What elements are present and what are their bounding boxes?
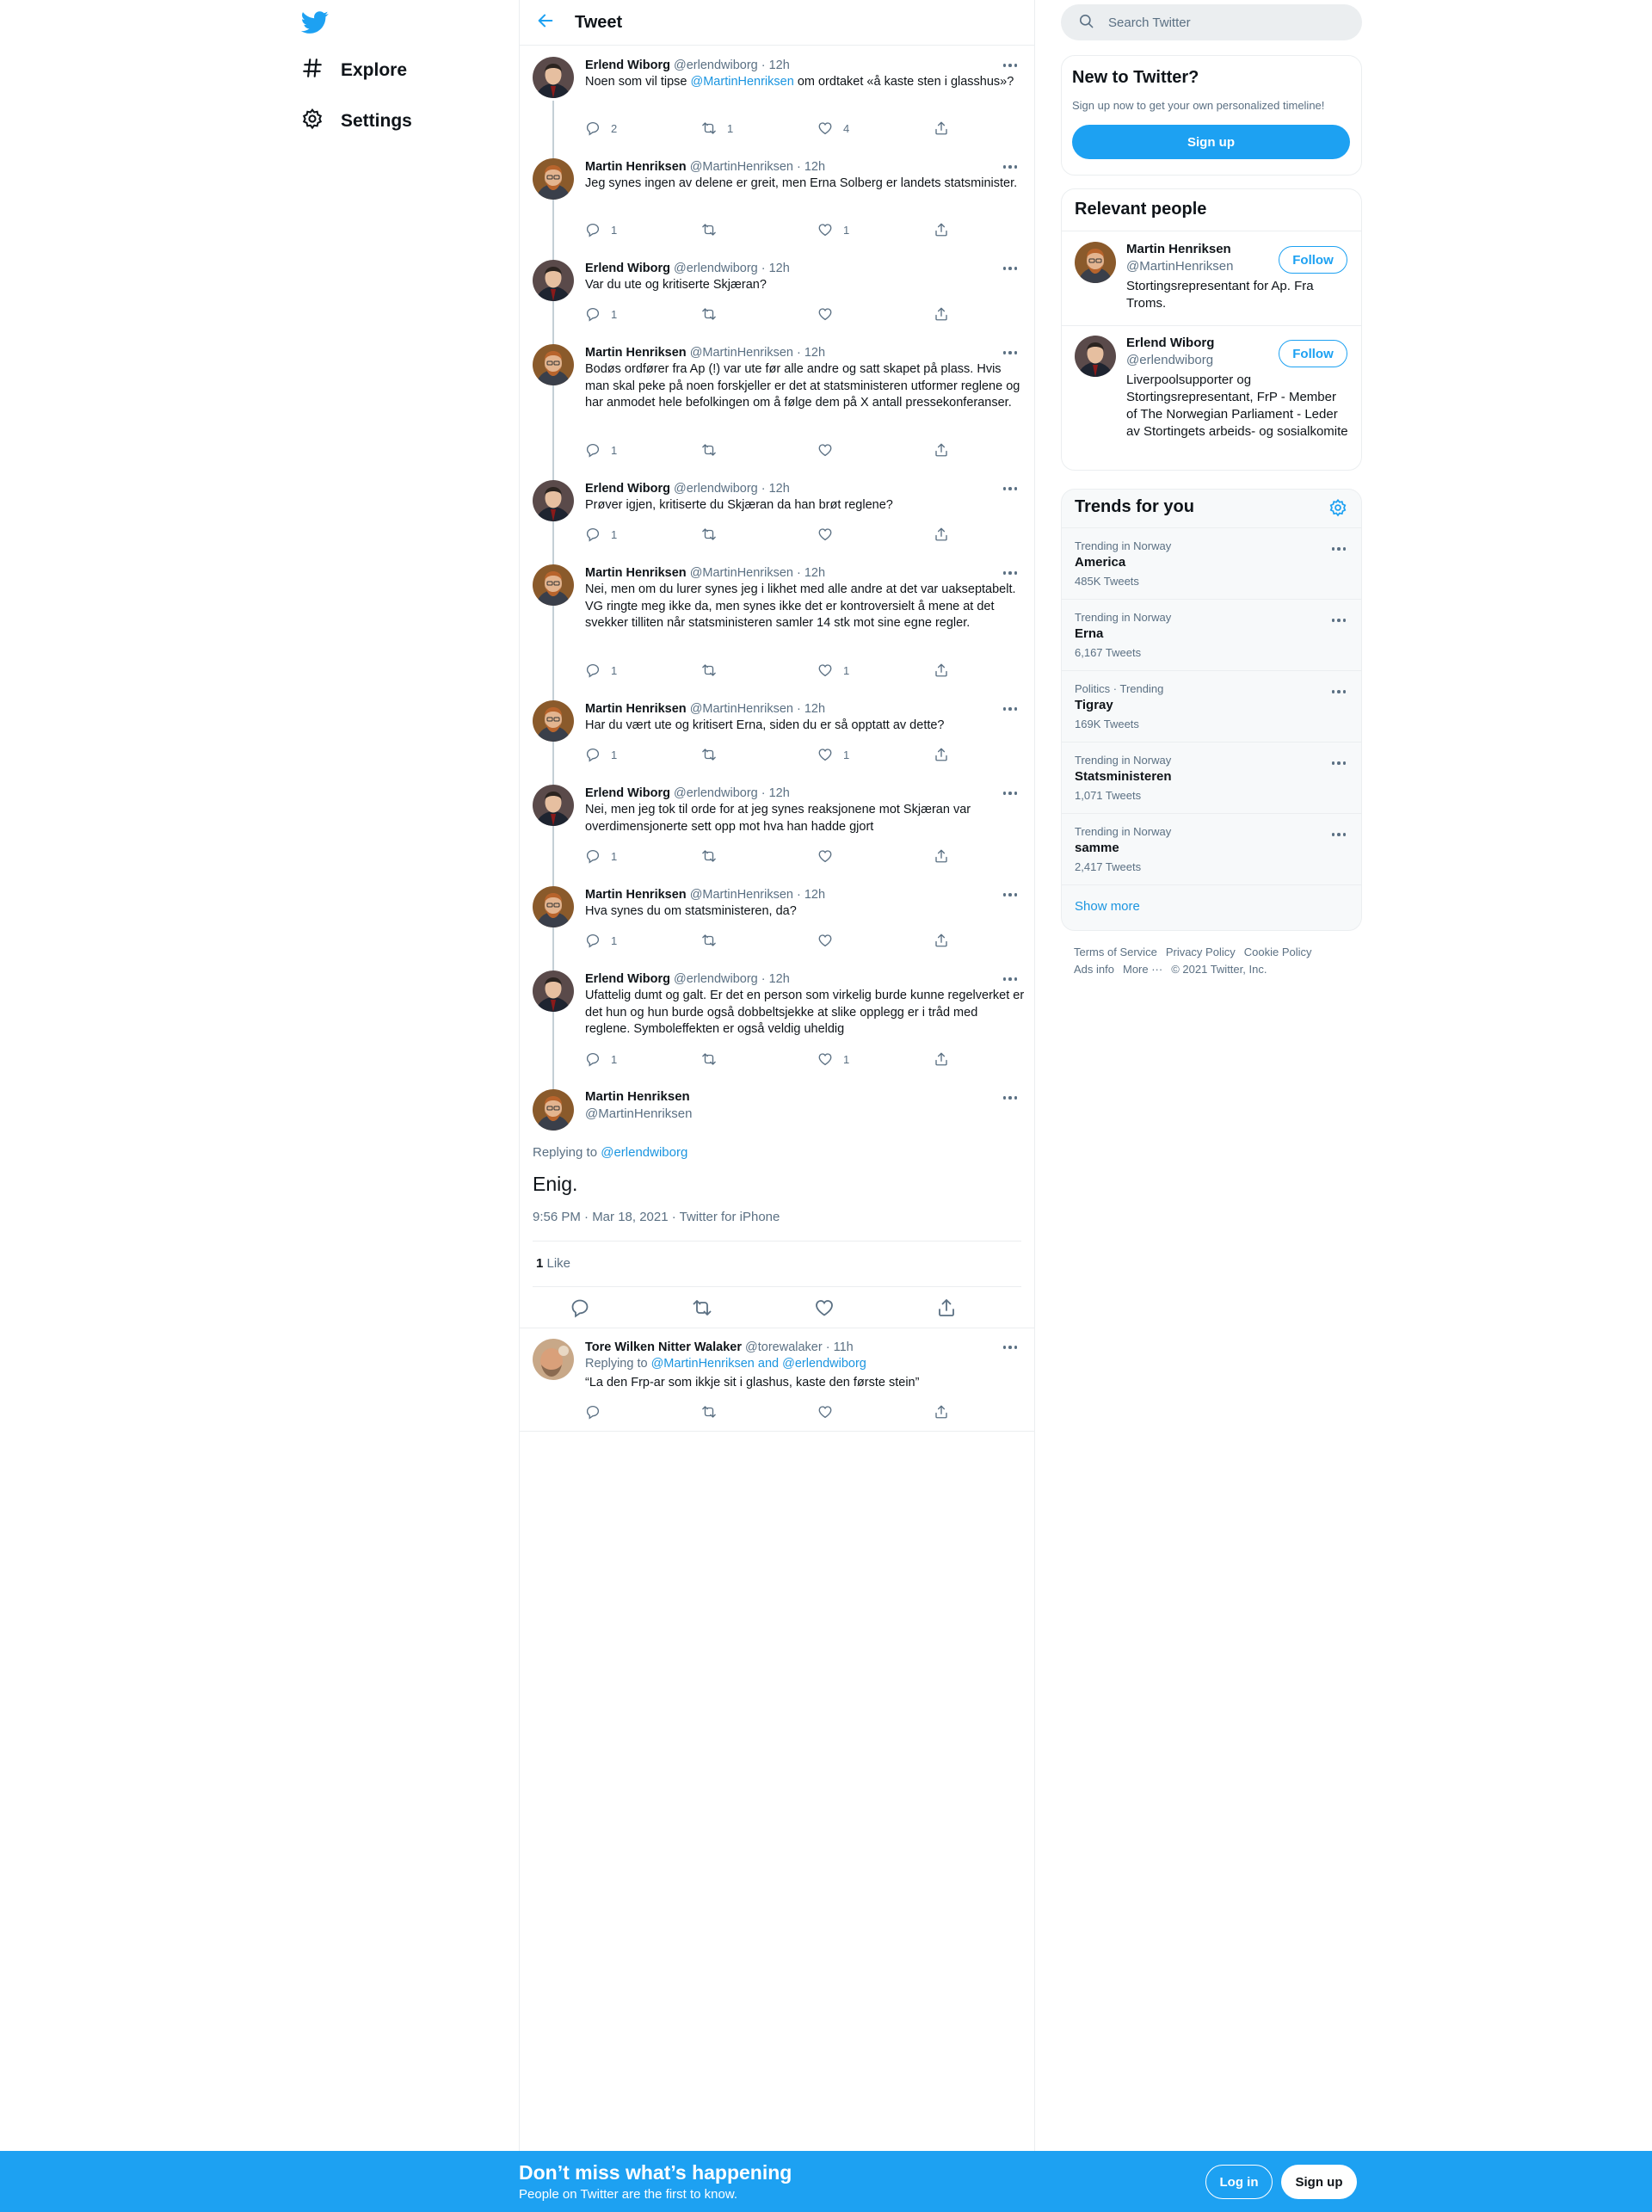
share-icon	[934, 527, 949, 542]
avatar[interactable]	[533, 970, 574, 1012]
avatar[interactable]	[533, 344, 574, 385]
search-placeholder: Search Twitter	[1108, 15, 1191, 30]
divider	[1062, 325, 1361, 326]
retweet-icon	[701, 120, 717, 136]
reply-button[interactable]	[585, 221, 617, 238]
footer-links	[1074, 944, 1349, 978]
person-handle: @erlendwiborg	[1126, 353, 1214, 367]
tweet-text: Prøver igjen, kritiserte du Skjæran da han brøt reglene?	[585, 498, 893, 512]
share-icon	[934, 1051, 949, 1067]
trend-name: Tigray	[1075, 698, 1113, 712]
retweet-icon	[701, 527, 717, 542]
avatar[interactable]	[533, 260, 574, 301]
like-icon	[817, 662, 833, 678]
trend-count: 6,167 Tweets	[1075, 646, 1142, 659]
like-icon	[817, 747, 833, 762]
divider	[1062, 884, 1361, 885]
more-icon[interactable]	[1000, 57, 1020, 74]
share-icon[interactable]	[936, 1297, 957, 1318]
avatar[interactable]	[533, 886, 574, 927]
search-icon	[1078, 13, 1094, 33]
more-icon[interactable]	[1000, 1089, 1020, 1106]
share-icon	[934, 662, 949, 678]
reply-count: 2	[611, 121, 618, 135]
retweet-button[interactable]	[701, 662, 727, 679]
retweet-button[interactable]	[701, 221, 727, 238]
more-icon[interactable]	[1000, 158, 1020, 176]
share-button[interactable]	[934, 847, 949, 865]
avatar[interactable]	[533, 158, 574, 200]
more-icon[interactable]	[1000, 564, 1020, 582]
retweet-icon	[701, 933, 717, 948]
more-icon[interactable]	[1000, 480, 1020, 497]
retweet-icon	[701, 848, 717, 864]
reply-icon[interactable]	[570, 1297, 590, 1318]
share-button[interactable]	[934, 746, 949, 763]
author-name[interactable]: Erlend Wiborg	[585, 262, 670, 275]
like-button[interactable]	[817, 932, 843, 949]
reply-icon	[585, 1051, 601, 1067]
retweet-button[interactable]	[701, 746, 727, 763]
tweet-text: Nei, men om du lurer synes jeg i likhet med alle andre at det var uakseptabelt. VG ringte meg ikke da, men synes ikke det er kontroversielt å mene at det svekker tilliten når statsministeren samler 14 stk mot sine egne regler.	[585, 582, 1016, 631]
author-name[interactable]: Martin Henriksen	[585, 888, 687, 902]
card-title: Relevant people	[1075, 200, 1207, 219]
share-button[interactable]	[934, 441, 949, 459]
person-name[interactable]: Erlend Wiborg	[1126, 336, 1215, 350]
retweet-icon	[701, 442, 717, 458]
tweet-header	[585, 260, 790, 277]
tweet-header	[585, 700, 825, 718]
person-handle: @MartinHenriksen	[1126, 259, 1234, 274]
reply-icon	[585, 848, 601, 864]
nav-settings[interactable]	[301, 101, 412, 142]
reply-count: 1	[611, 443, 618, 457]
reply-button[interactable]	[585, 120, 617, 137]
follow-button[interactable]: Follow	[1279, 246, 1347, 274]
retweet-icon	[701, 306, 717, 322]
reply-button[interactable]	[585, 932, 617, 949]
hashtag-icon	[301, 57, 324, 84]
share-icon	[934, 306, 949, 322]
tweet-text: Jeg synes ingen av delene er greit, men Erna Solberg er landets statsminister.	[585, 176, 1018, 190]
replying-label: Replying to	[533, 1145, 601, 1160]
more-icon[interactable]	[1328, 755, 1349, 772]
retweet-button[interactable]	[701, 305, 727, 323]
reply-button[interactable]	[585, 441, 617, 459]
reply-count: 1	[611, 933, 618, 947]
trend-name: Statsministeren	[1075, 769, 1172, 784]
person-bio: Stortingsrepresentant for Ap. Fra Troms.	[1126, 279, 1314, 311]
author-handle[interactable]: @erlendwiborg	[673, 482, 758, 496]
tweet-text: Bodøs ordfører fra Ap (!) var ute før alle andre og satt skapet på plass. Hvis man skal peke på noen forskjeller er det at statsministeren utformer reglene og har anmodet hele befolkingen om å følge dem på X antall pressekonferanser.	[585, 362, 1020, 410]
tweet-header	[585, 886, 825, 903]
reply-icon	[585, 120, 601, 136]
more-icon[interactable]	[1328, 612, 1349, 629]
tweet-text: Var du ute og kritiserte Skjæran?	[585, 278, 767, 292]
reply-icon	[585, 527, 601, 542]
tweet-header	[585, 564, 825, 582]
reply-count: 1	[611, 1052, 618, 1066]
author-name[interactable]: Martin Henriksen	[585, 1089, 690, 1104]
tweet-text: Har du vært ute og kritisert Erna, siden du er så opptatt av dette?	[585, 718, 945, 732]
like-icon[interactable]	[814, 1297, 835, 1318]
show-more-link[interactable]: Show more	[1075, 899, 1140, 914]
follow-button[interactable]: Follow	[1279, 340, 1347, 367]
trend-context: Trending in Norway	[1075, 754, 1172, 767]
likes-label: Like	[543, 1256, 571, 1271]
share-button[interactable]	[934, 221, 949, 238]
trend-item[interactable]	[1062, 527, 1361, 599]
trend-context: Politics · Trending	[1075, 682, 1164, 695]
trend-context: Trending in Norway	[1075, 539, 1172, 552]
like-button[interactable]	[817, 441, 843, 459]
share-icon	[934, 222, 949, 237]
like-button[interactable]	[817, 847, 843, 865]
tweet-actions	[585, 120, 964, 137]
trend-count: 1,071 Tweets	[1075, 789, 1142, 802]
tweet-header	[585, 1339, 854, 1356]
reply-count: 1	[611, 849, 618, 863]
tweet-time[interactable]: · 12h	[761, 786, 790, 800]
banner-subtitle: People on Twitter are the first to know.	[519, 2187, 738, 2202]
trend-item[interactable]	[1062, 813, 1361, 884]
like-count: 1	[843, 663, 850, 677]
nav-settings-label: Settings	[341, 111, 412, 131]
author-name[interactable]: Martin Henriksen	[585, 160, 687, 174]
tweet-time[interactable]: · 12h	[797, 346, 826, 360]
reply-button[interactable]	[585, 847, 617, 865]
share-button[interactable]	[934, 662, 949, 679]
share-button[interactable]	[934, 932, 949, 949]
share-button[interactable]	[934, 526, 949, 543]
signup-banner	[0, 2151, 1652, 2212]
like-icon	[817, 120, 833, 136]
main-tweet-actions	[533, 1297, 1021, 1318]
reply-icon	[585, 306, 601, 322]
banner-title: Don’t miss what’s happening	[519, 2161, 792, 2184]
trend-item[interactable]	[1062, 599, 1361, 670]
more-icon[interactable]	[1328, 683, 1349, 700]
tweet-text: Nei, men jeg tok til orde for at jeg synes reaksjonene mot Skjæran var overdimensjonerte sett opp mot hva han hadde gjort	[585, 803, 971, 834]
login-button[interactable]: Log in	[1205, 2165, 1273, 2199]
share-button[interactable]	[934, 1403, 949, 1420]
mention-link[interactable]: @erlendwiborg	[601, 1145, 688, 1160]
reply-icon	[585, 662, 601, 678]
card-subtitle: Sign up now to get your own personalized timeline!	[1072, 99, 1325, 112]
mention-link[interactable]: @MartinHenriksen and @erlendwiborg	[650, 1357, 866, 1371]
reply-button[interactable]	[585, 1051, 617, 1068]
reply-count: 1	[611, 307, 618, 321]
tweet-actions	[585, 932, 964, 949]
reply-count: 1	[611, 223, 618, 237]
signup-button[interactable]: Sign up	[1281, 2165, 1357, 2199]
trend-item[interactable]	[1062, 742, 1361, 813]
author-name[interactable]: Martin Henriksen	[585, 702, 687, 716]
page-title: Tweet	[575, 12, 623, 32]
reply-count: 1	[611, 748, 618, 761]
footer-copyright: © 2021 Twitter, Inc.	[1171, 963, 1267, 976]
like-count: 4	[843, 121, 850, 135]
retweet-button[interactable]	[701, 932, 727, 949]
more-icon[interactable]	[1000, 886, 1020, 903]
reply-icon	[585, 747, 601, 762]
replying-to	[533, 1145, 687, 1160]
tweet-time[interactable]: · 12h	[797, 888, 826, 902]
tweet-header	[585, 57, 790, 74]
avatar[interactable]	[533, 564, 574, 606]
share-icon	[934, 442, 949, 458]
tweet-actions	[585, 221, 964, 238]
more-icon[interactable]	[1000, 700, 1020, 718]
divider	[520, 1431, 1034, 1432]
trend-context: Trending in Norway	[1075, 825, 1172, 838]
author-handle[interactable]: @torewalaker	[745, 1340, 823, 1354]
like-count: 1	[843, 1052, 850, 1066]
share-icon	[934, 848, 949, 864]
retweet-icon	[701, 1051, 717, 1067]
reply-icon	[585, 933, 601, 948]
trend-name: America	[1075, 555, 1126, 570]
relevant-people-card	[1061, 188, 1362, 471]
author-handle[interactable]: @MartinHenriksen	[689, 566, 793, 580]
avatar[interactable]	[533, 1089, 574, 1131]
tweet-header	[585, 970, 790, 988]
share-icon	[934, 120, 949, 136]
retweet-count: 1	[727, 121, 734, 135]
likes-count: 1	[536, 1256, 544, 1271]
retweet-icon[interactable]	[692, 1297, 712, 1318]
more-icon[interactable]	[1000, 785, 1020, 802]
reply-count: 1	[611, 527, 618, 541]
tweet-actions	[585, 526, 964, 543]
main-tweet-text: Enig.	[533, 1173, 578, 1195]
like-icon	[817, 848, 833, 864]
tweet-text-part: om ordtaket «å kaste sten i glasshus»?	[793, 75, 1014, 89]
tweet-actions	[585, 441, 964, 459]
replying-to	[585, 1356, 1026, 1373]
trends-card	[1061, 489, 1362, 931]
reply-count: 1	[611, 663, 618, 677]
author-handle[interactable]: @erlendwiborg	[673, 262, 758, 275]
reply-button[interactable]	[585, 662, 617, 679]
reply-button[interactable]	[585, 746, 617, 763]
footer-terms[interactable]: Terms of Service	[1074, 946, 1157, 958]
retweet-button[interactable]	[701, 1403, 717, 1420]
like-icon	[817, 1404, 833, 1420]
author-handle[interactable]: @MartinHenriksen	[689, 160, 793, 174]
reply-icon	[585, 1404, 601, 1420]
share-button[interactable]	[934, 1051, 949, 1068]
nav-explore[interactable]	[301, 50, 407, 91]
avatar[interactable]	[533, 480, 574, 521]
footer-ads-info[interactable]: Ads info	[1074, 963, 1114, 976]
like-count: 1	[843, 748, 850, 761]
author-handle[interactable]: @erlendwiborg	[673, 786, 758, 800]
divider	[533, 1241, 1021, 1242]
avatar[interactable]	[533, 1339, 574, 1380]
back-button[interactable]	[528, 5, 563, 40]
avatar[interactable]	[533, 785, 574, 826]
like-icon	[817, 1051, 833, 1067]
like-icon	[817, 442, 833, 458]
tweet-actions	[585, 1403, 964, 1420]
author-handle[interactable]: @erlendwiborg	[673, 59, 758, 72]
like-button[interactable]	[817, 1051, 849, 1068]
card-title: New to Twitter?	[1072, 68, 1199, 87]
share-icon	[934, 933, 949, 948]
tweet-meta[interactable]: 9:56 PM · Mar 18, 2021 · Twitter for iPhone	[533, 1210, 780, 1224]
tweet-actions	[585, 1051, 964, 1068]
share-button[interactable]	[934, 120, 949, 137]
author-name[interactable]: Erlend Wiborg	[585, 59, 670, 72]
reply-button[interactable]	[585, 1403, 601, 1420]
tweet-text-part: Noen som vil tipse	[585, 75, 691, 89]
person-bio: Liverpoolsupporter og Stortingsrepresentant, FrP - Member of The Norwegian Parliament - Leder av Stortingets arbeids- og sosialkomite	[1126, 373, 1348, 439]
author-name[interactable]: Erlend Wiborg	[585, 786, 670, 800]
like-icon	[817, 933, 833, 948]
nav-explore-label: Explore	[341, 60, 408, 80]
share-icon	[934, 1404, 949, 1420]
tweet-header	[585, 785, 790, 802]
settings-icon[interactable]	[1328, 498, 1349, 519]
trend-item[interactable]	[1062, 670, 1361, 742]
author-name[interactable]: Tore Wilken Nitter Walaker	[585, 1340, 742, 1354]
avatar[interactable]	[1075, 336, 1116, 377]
author-handle[interactable]: @MartinHenriksen	[585, 1106, 693, 1121]
retweet-button[interactable]	[701, 847, 727, 865]
replying-label: Replying to	[585, 1357, 651, 1371]
back-arrow-icon	[536, 11, 555, 34]
mention-link[interactable]: @MartinHenriksen	[690, 75, 794, 89]
trend-count: 485K Tweets	[1075, 575, 1139, 588]
footer-more[interactable]: More ···	[1122, 963, 1163, 976]
tweet-actions	[585, 662, 964, 679]
share-button[interactable]	[934, 305, 949, 323]
more-icon[interactable]	[1000, 1339, 1020, 1356]
avatar[interactable]	[533, 57, 574, 98]
likes-summary[interactable]	[536, 1256, 570, 1271]
author-handle[interactable]: @MartinHenriksen	[689, 346, 793, 360]
more-icon[interactable]	[1328, 826, 1349, 843]
share-icon	[934, 747, 949, 762]
author-name[interactable]: Erlend Wiborg	[585, 972, 670, 986]
like-button[interactable]	[817, 746, 849, 763]
like-icon	[817, 527, 833, 542]
retweet-button[interactable]	[701, 1051, 727, 1068]
tweet-actions	[585, 746, 964, 763]
tweet-text: Ufattelig dumt og galt. Er det en person som virkelig burde kunne regelverket er det hun og hun burde også dobbeltsjekke at slike opplegg er i tråd med reglene. Symboleffekten er også veldig uheldig	[585, 989, 1025, 1037]
retweet-icon	[701, 222, 717, 237]
trend-count: 2,417 Tweets	[1075, 860, 1142, 873]
card-title: Trends for you	[1075, 497, 1194, 516]
trend-context: Trending in Norway	[1075, 611, 1172, 624]
trend-count: 169K Tweets	[1075, 718, 1139, 730]
page-header	[520, 0, 1034, 46]
tweet-actions	[585, 847, 964, 865]
new-to-twitter-card	[1061, 55, 1362, 176]
author-name[interactable]: Martin Henriksen	[585, 346, 687, 360]
like-count: 1	[843, 223, 850, 237]
author-handle[interactable]: @MartinHenriksen	[689, 702, 793, 716]
author-name[interactable]: Erlend Wiborg	[585, 482, 670, 496]
retweet-icon	[701, 747, 717, 762]
tweet-time[interactable]: · 12h	[761, 972, 790, 986]
tweet-time[interactable]: · 12h	[797, 566, 826, 580]
tweet-actions	[585, 305, 964, 323]
author-handle[interactable]: @erlendwiborg	[673, 972, 758, 986]
reply-button[interactable]	[585, 526, 617, 543]
more-icon[interactable]	[1000, 344, 1020, 361]
like-button[interactable]	[817, 662, 849, 679]
like-icon	[817, 306, 833, 322]
tweet-text	[585, 74, 1026, 91]
retweet-button[interactable]	[701, 441, 727, 459]
signup-button[interactable]: Sign up	[1072, 125, 1350, 159]
person-name[interactable]: Martin Henriksen	[1126, 242, 1231, 256]
tweet-time[interactable]: · 12h	[761, 59, 790, 72]
trend-name: Erna	[1075, 626, 1104, 641]
tweet-time[interactable]: · 12h	[761, 262, 790, 275]
tweet-header	[585, 480, 790, 497]
like-button[interactable]	[817, 526, 843, 543]
trend-name: samme	[1075, 841, 1119, 855]
more-icon[interactable]	[1328, 540, 1349, 558]
reply-icon	[585, 442, 601, 458]
tweet-time[interactable]: · 11h	[825, 1340, 854, 1354]
retweet-icon	[701, 662, 717, 678]
search-input[interactable]	[1061, 4, 1362, 40]
avatar[interactable]	[1075, 242, 1116, 283]
more-icon[interactable]	[1000, 260, 1020, 277]
more-icon[interactable]	[1000, 970, 1020, 988]
retweet-icon	[701, 1404, 717, 1420]
retweet-button[interactable]	[701, 526, 727, 543]
reply-icon	[585, 222, 601, 237]
divider	[533, 1286, 1021, 1287]
reply-button[interactable]	[585, 305, 617, 323]
center-column	[519, 0, 1035, 2151]
tweet-header	[585, 344, 825, 361]
author-handle[interactable]: @MartinHenriksen	[689, 888, 793, 902]
avatar[interactable]	[533, 700, 574, 742]
tweet-header	[585, 158, 825, 176]
like-button[interactable]	[817, 1403, 833, 1420]
gear-icon	[301, 108, 324, 135]
tweet-text: Hva synes du om statsministeren, da?	[585, 904, 797, 918]
like-icon	[817, 222, 833, 237]
like-button[interactable]	[817, 221, 849, 238]
retweet-button[interactable]	[701, 120, 733, 137]
like-button[interactable]	[817, 120, 849, 137]
like-button[interactable]	[817, 305, 843, 323]
tweet-time[interactable]: · 12h	[797, 702, 826, 716]
twitter-logo-icon[interactable]	[301, 9, 329, 36]
tweet-time[interactable]: · 12h	[761, 482, 790, 496]
footer-privacy[interactable]: Privacy Policy	[1165, 946, 1236, 958]
tweet-time[interactable]: · 12h	[797, 160, 826, 174]
footer-cookie[interactable]: Cookie Policy	[1243, 946, 1312, 958]
tweet-text: “La den Frp-ar som ikkje sit i glashus, kaste den første stein”	[585, 1376, 920, 1389]
author-name[interactable]: Martin Henriksen	[585, 566, 687, 580]
